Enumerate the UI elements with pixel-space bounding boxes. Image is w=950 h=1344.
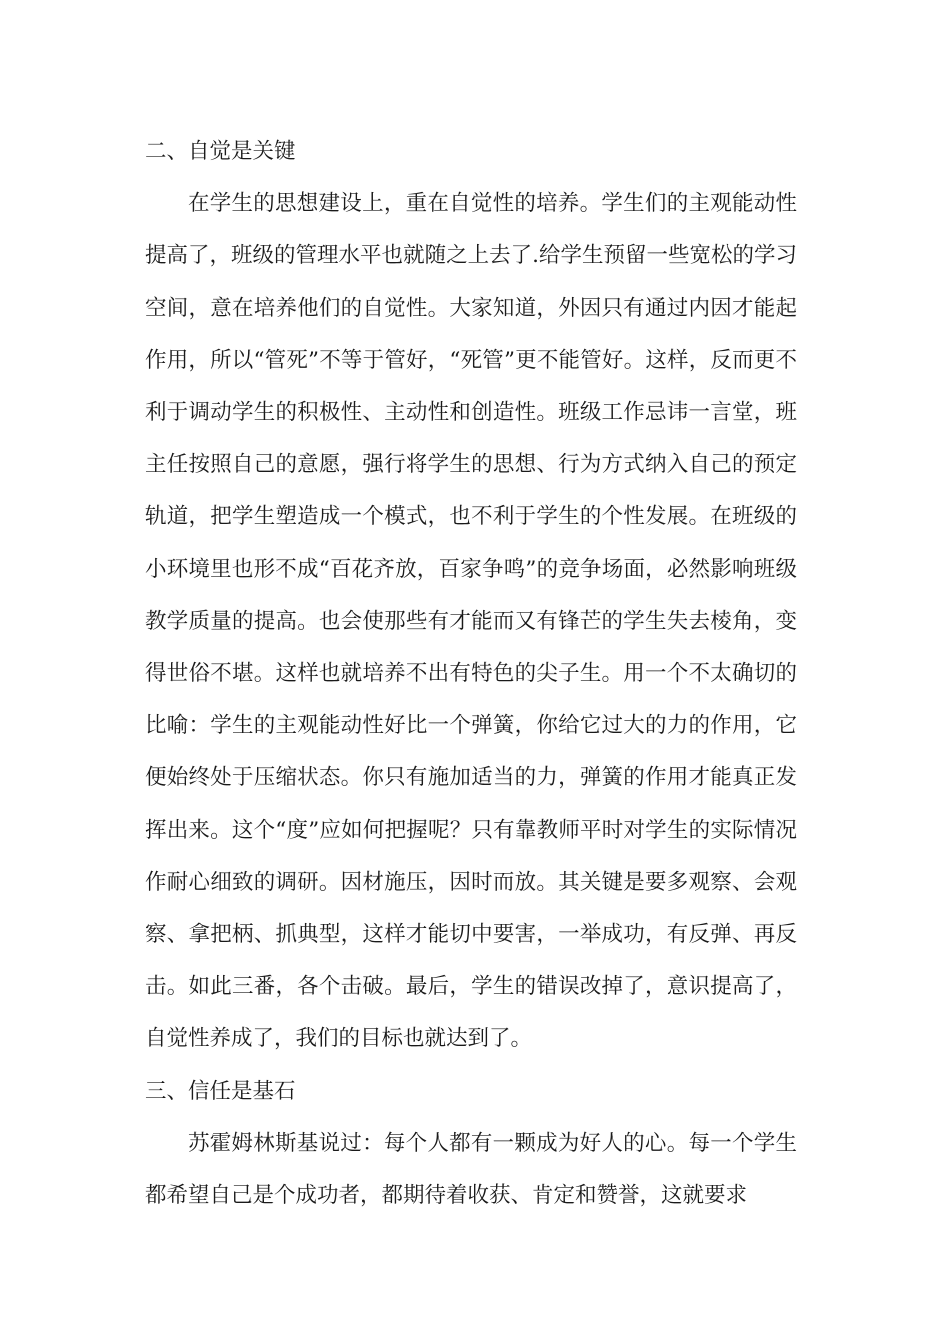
- section-heading-3: 三、信任是基石: [145, 1078, 296, 1104]
- document-body: [145, 126, 797, 1222]
- section-heading-2: 二、自觉是关键: [145, 139, 296, 164]
- section-paragraph-2: 在学生的思想建设上，重在自觉性的培养。学生们的主观能动性提高了，班级的管理水平也就随之上去了.给学生预留一些宽松的学习空间，意在培养他们的自觉性。大家知道，外因只有通过内因才能起作用，所以“管死”不等于管好，“死管”更不能管好。这样，反而更不利于调动学生的积极性、主动性和创造性。班级工作忌讳一言堂，班主任按照自己的意愿，强行将学生的思想、行为方式纳入自己的预定轨道，把学生塑造成一个模式，也不利于学生的个性发展。在班级的小环境里也形不成“百花齐放，百家争鸣”的竞争场面，必然影响班级教学质量的提高。也会使那些有才能而又有锋芒的学生失去棱角，变得世俗不堪。这样也就培养不出有特色的尖子生。用一个不太确切的比喻：学生的主观能动性好比一个弹簧，你给它过大的力的作用，它便始终处于压缩状态。你只有施加适当的力，弹簧的作用才能真正发挥出来。这个“度”应如何把握呢？只有靠教师平时对学生的实际情况作耐心细致的调研。因材施压，因时而放。其关键是要多观察、会观察、拿把柄、抓典型，这样才能切中要害，一举成功，有反弹、再反击。如此三番，各个击破。最后，学生的错误改掉了，意识提高了，自觉性养成了，我们的目标也就达到了。: [145, 191, 797, 1052]
- section-paragraph-3: 苏霍姆林斯基说过：每个人都有一颗成为好人的心。每一个学生都希望自己是个成功者，都期待着收获、肯定和赞誉，这就要求: [145, 1130, 797, 1209]
